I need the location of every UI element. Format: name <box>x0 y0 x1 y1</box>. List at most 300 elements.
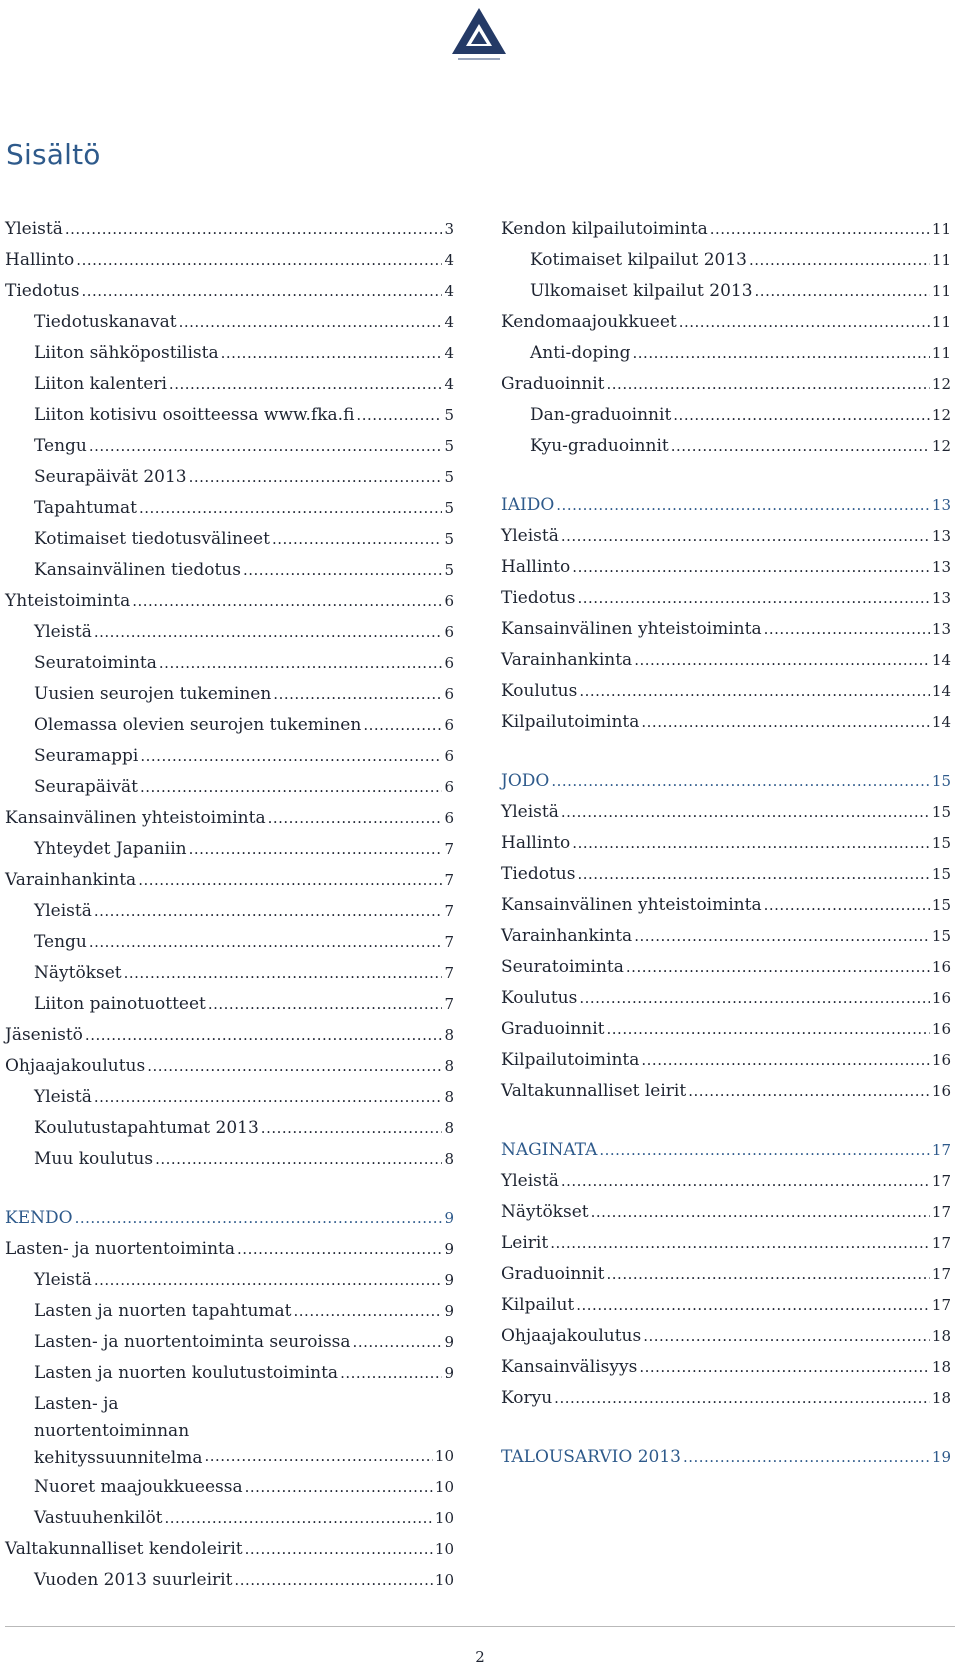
dot-leader <box>353 1327 443 1358</box>
toc-entry[interactable] <box>5 1565 454 1596</box>
toc-entry-page: 10 <box>434 1540 454 1558</box>
toc-entry-title: Kansainvälinen yhteistoiminta <box>501 619 762 639</box>
toc-entry[interactable] <box>501 921 951 952</box>
toc-entry-title: Varainhankinta <box>501 926 633 946</box>
toc-entry[interactable] <box>501 1166 951 1197</box>
toc-entry[interactable] <box>5 803 454 834</box>
toc-entry-page: 9 <box>444 1271 454 1289</box>
toc-entry[interactable] <box>501 338 951 369</box>
toc-entry-title: Yleistä <box>34 622 92 642</box>
toc-entry-title: Yleistä <box>501 802 559 822</box>
toc-entry-title: Seurapäivät 2013 <box>34 467 187 487</box>
toc-entry-title: Seurapäivät <box>34 777 138 797</box>
dot-leader <box>139 493 442 524</box>
dot-leader <box>599 1135 930 1166</box>
toc-entry-page: 13 <box>931 589 951 607</box>
dot-leader <box>208 989 443 1020</box>
toc-entry-page: 7 <box>444 871 454 889</box>
toc-entry-title: Tengu <box>34 932 87 952</box>
toc-right-column <box>501 214 951 1473</box>
toc-entry-page: 18 <box>931 1327 951 1345</box>
toc-entry[interactable] <box>5 679 454 710</box>
toc-entry[interactable] <box>501 614 951 645</box>
toc-entry[interactable] <box>501 276 951 307</box>
toc-entry[interactable] <box>501 307 951 338</box>
dot-leader <box>363 710 442 741</box>
toc-entry[interactable] <box>501 552 951 583</box>
toc-entry[interactable] <box>5 927 454 958</box>
toc-entry-title: Ohjaajakoulutus <box>501 1326 642 1346</box>
section-gap <box>501 1414 951 1442</box>
toc-entry-page: 8 <box>444 1026 454 1044</box>
toc-entry-page: 13 <box>931 527 951 545</box>
toc-entry[interactable] <box>5 896 454 927</box>
toc-entry[interactable] <box>5 834 454 865</box>
toc-entry-page: 9 <box>444 1364 454 1382</box>
toc-entry-page: 17 <box>931 1172 951 1190</box>
toc-entry-title: Hallinto <box>501 557 571 577</box>
dot-leader <box>89 927 443 958</box>
dot-leader <box>243 555 442 586</box>
toc-entry-title: Tiedotuskanavat <box>34 312 177 332</box>
toc-entry-title: Leirit <box>501 1233 549 1253</box>
dot-leader <box>94 617 443 648</box>
toc-entry[interactable] <box>5 989 454 1020</box>
dot-leader <box>294 1296 443 1327</box>
toc-entry-page: 9 <box>444 1333 454 1351</box>
toc-section-heading[interactable] <box>501 490 951 521</box>
toc-entry-page: 15 <box>931 772 951 790</box>
toc-entry-page: 12 <box>931 375 951 393</box>
toc-entry-page: 17 <box>931 1296 951 1314</box>
toc-entry-page: 9 <box>444 1209 454 1227</box>
toc-entry-page: 8 <box>444 1057 454 1075</box>
toc-entry-page: 5 <box>444 530 454 548</box>
toc-entry[interactable] <box>501 400 951 431</box>
dot-leader <box>132 586 442 617</box>
toc-entry-title: Kilpailutoiminta <box>501 712 640 732</box>
dot-leader <box>679 307 930 338</box>
toc-entry-title: Koryu <box>501 1388 553 1408</box>
toc-entry[interactable] <box>501 645 951 676</box>
dot-leader <box>579 983 930 1014</box>
toc-entry-title: Graduoinnit <box>501 1264 605 1284</box>
toc-entry-title: Seuratoiminta <box>501 957 624 977</box>
toc-entry-title: Kansainvälinen yhteistoiminta <box>501 895 762 915</box>
toc-entry-page: 16 <box>931 1082 951 1100</box>
toc-entry-page: 8 <box>444 1119 454 1137</box>
toc-entry-page: 4 <box>444 344 454 362</box>
toc-entry[interactable] <box>5 1051 454 1082</box>
toc-entry[interactable] <box>5 1358 454 1389</box>
dot-leader <box>591 1197 930 1228</box>
toc-entry-title: Jäsenistö <box>5 1025 83 1045</box>
toc-entry-title: Liiton kotisivu osoitteessa www.fka.fi <box>34 405 355 425</box>
toc-entry[interactable] <box>501 676 951 707</box>
toc-entry-page: 13 <box>931 496 951 514</box>
dot-leader <box>749 245 930 276</box>
dot-leader <box>94 1082 443 1113</box>
toc-entry[interactable] <box>5 245 454 276</box>
toc-entry[interactable] <box>5 276 454 307</box>
toc-entry-title: Valtakunnalliset leirit <box>501 1081 687 1101</box>
toc-entry[interactable] <box>501 797 951 828</box>
toc-entry-page: 17 <box>931 1203 951 1221</box>
dot-leader <box>634 921 930 952</box>
toc-entry[interactable] <box>501 245 951 276</box>
dot-leader <box>755 276 930 307</box>
toc-entry-page: 12 <box>931 437 951 455</box>
dot-leader <box>671 431 930 462</box>
toc-entry-page: 3 <box>444 220 454 238</box>
toc-entry-page: 6 <box>444 716 454 734</box>
toc-entry-page: 17 <box>931 1265 951 1283</box>
toc-entry-title: Kansainvälisyys <box>501 1357 638 1377</box>
toc-entry-title: Varainhankinta <box>5 870 137 890</box>
toc-entry[interactable] <box>5 1265 454 1296</box>
toc-entry-title: Liiton painotuotteet <box>34 994 206 1014</box>
dot-leader <box>641 1045 930 1076</box>
dot-leader <box>577 859 929 890</box>
dot-leader <box>204 1441 432 1472</box>
association-logo-icon <box>450 6 508 64</box>
toc-entry-title: Seuratoiminta <box>34 653 157 673</box>
dot-leader <box>607 1259 930 1290</box>
dot-leader <box>551 766 930 797</box>
toc-entry-title: Yleistä <box>34 1087 92 1107</box>
dot-leader <box>179 307 443 338</box>
toc-entry-page: 13 <box>931 558 951 576</box>
toc-entry[interactable] <box>5 648 454 679</box>
toc-entry-title: Tapahtumat <box>34 498 137 518</box>
toc-entry-title: Lasten- ja nuortentoiminta <box>5 1239 236 1259</box>
toc-entry-title: Tiedotus <box>501 864 576 884</box>
toc-entry-title: JODO <box>501 771 550 791</box>
toc-entry[interactable] <box>5 958 454 989</box>
dot-leader <box>688 1076 930 1107</box>
toc-entry-page: 11 <box>931 344 951 362</box>
toc-entry-page: 10 <box>434 1509 454 1527</box>
toc-entry-page: 11 <box>931 282 951 300</box>
toc-entry[interactable] <box>501 859 951 890</box>
toc-entry-page: 14 <box>931 651 951 669</box>
toc-entry-page: 7 <box>444 933 454 951</box>
toc-entry-page: 5 <box>444 468 454 486</box>
toc-entry[interactable] <box>501 952 951 983</box>
toc-entry-page: 6 <box>444 809 454 827</box>
toc-entry-title: Kotimaiset tiedotusvälineet <box>34 529 270 549</box>
dot-leader <box>634 645 930 676</box>
toc-entry-title: Lasten ja nuorten tapahtumat <box>34 1301 292 1321</box>
toc-entry[interactable] <box>5 1020 454 1051</box>
dot-leader <box>572 552 930 583</box>
dot-leader <box>155 1144 442 1175</box>
toc-entry[interactable] <box>5 555 454 586</box>
toc-entry[interactable] <box>5 1144 454 1175</box>
toc-entry[interactable] <box>501 983 951 1014</box>
toc-entry[interactable] <box>501 1383 951 1414</box>
dot-leader <box>607 369 930 400</box>
toc-entry[interactable] <box>501 1076 951 1107</box>
toc-left-column <box>5 214 454 1596</box>
toc-entry-title: Yhteydet Japaniin <box>34 839 187 859</box>
toc-entry-page: 11 <box>931 313 951 331</box>
toc-entry[interactable] <box>501 1197 951 1228</box>
dot-leader <box>76 245 442 276</box>
toc-entry-page: 8 <box>444 1150 454 1168</box>
toc-entry[interactable] <box>501 1321 951 1352</box>
toc-entry-title: Lasten- ja nuortentoiminnan kehityssuunnitelma <box>34 1394 203 1468</box>
dot-leader <box>550 1228 930 1259</box>
toc-entry-page: 12 <box>931 406 951 424</box>
dot-leader <box>554 1383 930 1414</box>
toc-entry-title: Nuoret maajoukkueessa <box>34 1477 243 1497</box>
dot-leader <box>245 1472 433 1503</box>
dot-leader <box>710 214 930 245</box>
toc-entry[interactable] <box>5 1082 454 1113</box>
dot-leader <box>221 338 443 369</box>
toc-entry-title: IAIDO <box>501 495 555 515</box>
toc-entry[interactable] <box>5 617 454 648</box>
section-gap <box>5 1175 454 1203</box>
toc-entry[interactable] <box>5 772 454 803</box>
dot-leader <box>576 1290 930 1321</box>
page-title: Sisältö <box>6 138 101 171</box>
toc-entry[interactable] <box>5 307 454 338</box>
toc-entry-page: 15 <box>931 896 951 914</box>
toc-entry-title: Anti-doping <box>530 343 631 363</box>
toc-entry-title: Liiton sähköpostilista <box>34 343 219 363</box>
dot-leader <box>579 676 930 707</box>
toc-entry-title: Kendon kilpailutoiminta <box>501 219 708 239</box>
toc-entry-title: Lasten ja nuorten koulutustoiminta <box>34 1363 339 1383</box>
toc-entry[interactable] <box>5 1503 454 1534</box>
dot-leader <box>340 1358 442 1389</box>
toc-entry[interactable] <box>501 583 951 614</box>
toc-entry[interactable] <box>5 1327 454 1358</box>
toc-entry[interactable] <box>501 1045 951 1076</box>
dot-leader <box>138 865 442 896</box>
section-gap <box>501 462 951 490</box>
toc-entry-page: 5 <box>444 561 454 579</box>
dot-leader <box>189 834 443 865</box>
dot-leader <box>272 524 443 555</box>
toc-entry-title: Vuoden 2013 suurleirit <box>34 1570 233 1590</box>
toc-entry[interactable] <box>5 741 454 772</box>
toc-entry[interactable] <box>5 462 454 493</box>
toc-entry[interactable] <box>501 1259 951 1290</box>
toc-entry-title: Tengu <box>34 436 87 456</box>
dot-leader <box>124 958 443 989</box>
toc-section-heading[interactable] <box>501 766 951 797</box>
toc-entry-title: Ohjaajakoulutus <box>5 1056 146 1076</box>
dot-leader <box>268 803 443 834</box>
toc-entry-page: 15 <box>931 834 951 852</box>
toc-entry-page: 11 <box>931 220 951 238</box>
toc-entry-page: 16 <box>931 989 951 1007</box>
toc-section-heading[interactable] <box>501 1442 951 1473</box>
dot-leader <box>639 1352 930 1383</box>
toc-entry-page: 7 <box>444 964 454 982</box>
toc-entry-page: 14 <box>931 713 951 731</box>
toc-entry-title: Ulkomaiset kilpailut 2013 <box>530 281 753 301</box>
toc-entry-page: 6 <box>444 623 454 641</box>
toc-entry-page: 16 <box>931 1051 951 1069</box>
toc-entry-page: 6 <box>444 654 454 672</box>
toc-entry-page: 6 <box>444 747 454 765</box>
toc-entry-title: Valtakunnalliset kendoleirit <box>5 1539 243 1559</box>
toc-entry-title: Vastuuhenkilöt <box>34 1508 163 1528</box>
dot-leader <box>261 1113 443 1144</box>
toc-entry[interactable] <box>501 890 951 921</box>
toc-entry-page: 8 <box>444 1088 454 1106</box>
toc-entry-title: Hallinto <box>501 833 571 853</box>
toc-entry-page: 13 <box>931 620 951 638</box>
toc-entry-title: Kyu-graduoinnit <box>530 436 669 456</box>
toc-entry-page: 17 <box>931 1141 951 1159</box>
toc-entry-page: 4 <box>444 313 454 331</box>
toc-entry[interactable] <box>5 1113 454 1144</box>
toc-entry-page: 7 <box>444 902 454 920</box>
dot-leader <box>683 1442 930 1473</box>
toc-entry-page: 6 <box>444 778 454 796</box>
dot-leader <box>561 1166 930 1197</box>
toc-entry-page: 5 <box>444 406 454 424</box>
dot-leader <box>94 1265 443 1296</box>
toc-entry-title: Näytökset <box>34 963 122 983</box>
toc-entry[interactable] <box>501 1228 951 1259</box>
toc-entry-title: Lasten- ja nuortentoiminta seuroissa <box>34 1332 351 1352</box>
dot-leader <box>237 1234 442 1265</box>
dot-leader <box>189 462 443 493</box>
toc-entry-title: Graduoinnit <box>501 1019 605 1039</box>
dot-leader <box>140 772 443 803</box>
toc-entry[interactable] <box>501 1290 951 1321</box>
toc-entry[interactable] <box>5 710 454 741</box>
toc-entry-page: 14 <box>931 682 951 700</box>
toc-entry-page: 11 <box>931 251 951 269</box>
toc-section-heading[interactable] <box>501 1135 951 1166</box>
dot-leader <box>356 400 442 431</box>
toc-entry[interactable] <box>501 521 951 552</box>
section-gap <box>501 738 951 766</box>
dot-leader <box>140 741 442 772</box>
dot-leader <box>764 614 930 645</box>
dot-leader <box>626 952 930 983</box>
toc-entry-page: 9 <box>444 1302 454 1320</box>
toc-entry-page: 18 <box>931 1389 951 1407</box>
toc-entry[interactable] <box>5 338 454 369</box>
toc-entry-title: Tiedotus <box>501 588 576 608</box>
toc-entry[interactable] <box>501 214 951 245</box>
toc-entry-page: 15 <box>931 927 951 945</box>
dot-leader <box>169 369 443 400</box>
toc-entry-title: Kendomaajoukkueet <box>501 312 677 332</box>
dot-leader <box>81 276 442 307</box>
toc-entry[interactable] <box>501 369 951 400</box>
toc-entry[interactable] <box>501 707 951 738</box>
dot-leader <box>561 797 930 828</box>
toc-entry[interactable] <box>5 214 454 245</box>
dot-leader <box>85 1020 443 1051</box>
dot-leader <box>165 1503 433 1534</box>
toc-entry-title: Koulutus <box>501 681 578 701</box>
toc-entry-title: Uusien seurojen tukeminen <box>34 684 272 704</box>
toc-entry-page: 5 <box>444 499 454 517</box>
dot-leader <box>75 1203 443 1234</box>
toc-entry[interactable] <box>5 1296 454 1327</box>
footer-divider <box>5 1626 955 1627</box>
toc-entry-title: Yleistä <box>34 901 92 921</box>
dot-leader <box>561 521 930 552</box>
toc-entry[interactable] <box>5 493 454 524</box>
toc-entry-title: NAGINATA <box>501 1140 598 1160</box>
toc-entry[interactable] <box>5 431 454 462</box>
toc-entry-page: 10 <box>434 1571 454 1589</box>
toc-entry-title: Yleistä <box>5 219 63 239</box>
toc-entry-title: Graduoinnit <box>501 374 605 394</box>
toc-entry-page: 6 <box>444 592 454 610</box>
toc-entry-page: 4 <box>444 375 454 393</box>
toc-entry-page: 10 <box>434 1447 454 1465</box>
toc-entry[interactable] <box>5 586 454 617</box>
toc-entry[interactable] <box>5 524 454 555</box>
toc-entry[interactable] <box>501 828 951 859</box>
toc-entry[interactable] <box>5 1534 454 1565</box>
toc-entry[interactable] <box>5 1472 454 1503</box>
toc-entry-title: Olemassa olevien seurojen tukeminen <box>34 715 362 735</box>
toc-entry-page: 18 <box>931 1358 951 1376</box>
dot-leader <box>234 1565 432 1596</box>
toc-entry-title: Hallinto <box>5 250 75 270</box>
dot-leader <box>607 1014 930 1045</box>
toc-entry[interactable] <box>501 1014 951 1045</box>
toc-entry-title: Yleistä <box>501 526 559 546</box>
toc-entry[interactable] <box>5 369 454 400</box>
toc-entry[interactable] <box>501 431 951 462</box>
toc-entry-page: 9 <box>444 1240 454 1258</box>
dot-leader <box>643 1321 930 1352</box>
toc-entry-page: 16 <box>931 958 951 976</box>
dot-leader <box>245 1534 433 1565</box>
toc-entry-page: 15 <box>931 865 951 883</box>
toc-entry[interactable] <box>5 400 454 431</box>
toc-entry-title: Yhteistoiminta <box>5 591 131 611</box>
toc-entry[interactable] <box>5 1389 454 1472</box>
toc-entry-title: Muu koulutus <box>34 1149 154 1169</box>
toc-entry-page: 17 <box>931 1234 951 1252</box>
toc-entry-title: Kilpailutoiminta <box>501 1050 640 1070</box>
toc-section-heading[interactable] <box>5 1203 454 1234</box>
toc-entry[interactable] <box>5 865 454 896</box>
dot-leader <box>159 648 443 679</box>
dot-leader <box>147 1051 442 1082</box>
dot-leader <box>641 707 930 738</box>
toc-entry[interactable] <box>5 1234 454 1265</box>
toc-entry-title: Tiedotus <box>5 281 80 301</box>
dot-leader <box>633 338 930 369</box>
toc-entry-page: 16 <box>931 1020 951 1038</box>
dot-leader <box>572 828 930 859</box>
toc-entry-title: Kilpailut <box>501 1295 575 1315</box>
toc-entry[interactable] <box>501 1352 951 1383</box>
toc-entry-title: Koulutus <box>501 988 578 1008</box>
toc-entry-page: 10 <box>434 1478 454 1496</box>
toc-entry-page: 7 <box>444 840 454 858</box>
toc-entry-page: 4 <box>444 282 454 300</box>
toc-entry-page: 7 <box>444 995 454 1013</box>
toc-entry-page: 6 <box>444 685 454 703</box>
